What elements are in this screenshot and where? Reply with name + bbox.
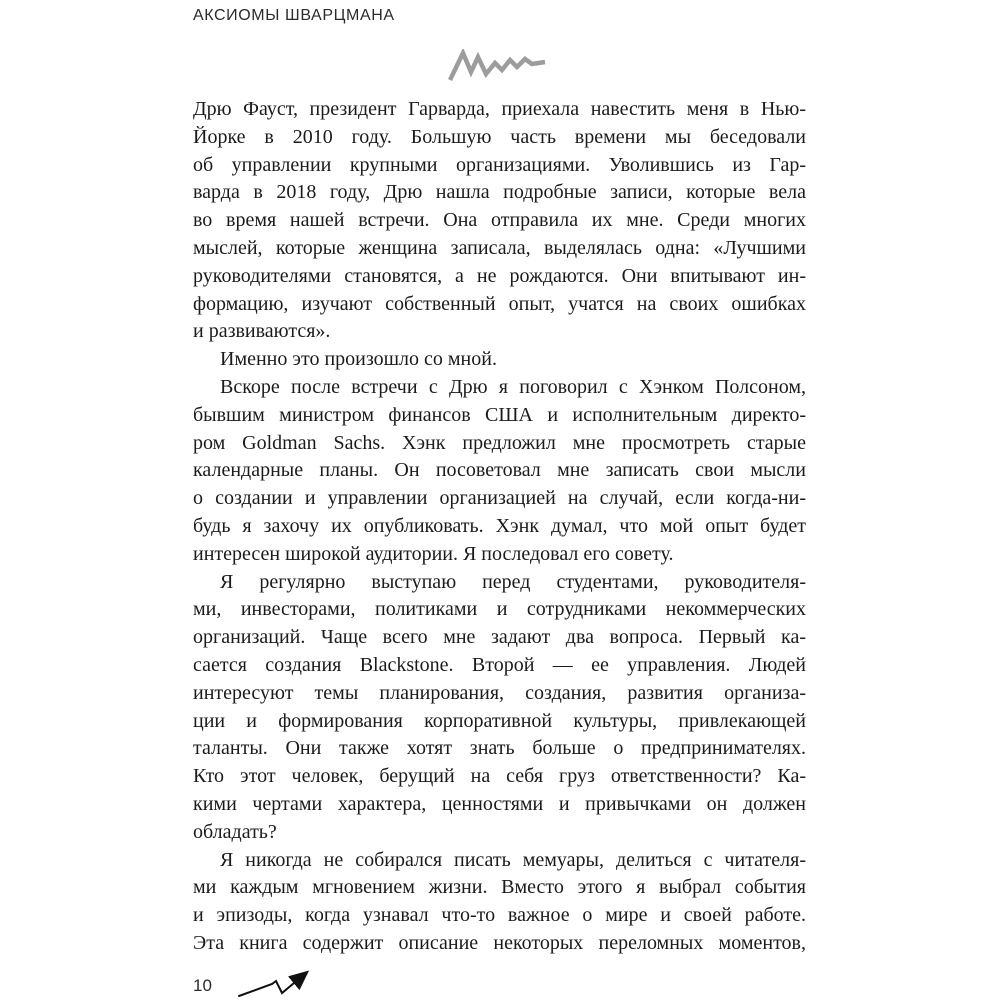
- text-line: во время нашей встречи. Она отправила их мне. Среди многих: [193, 209, 806, 232]
- text-line: обладать?: [193, 820, 277, 843]
- text-line: ми, инвесторами, политиками и сотрудниками некоммерческих: [193, 598, 806, 621]
- text-line: Йорке в 2010 году. Большую часть времени мы беседовали: [193, 125, 806, 148]
- rising-trend-arrow-icon: [236, 963, 320, 1000]
- text-line: Дрю Фауст, президент Гарварда, приехала навестить меня в Нью-: [193, 98, 806, 120]
- text-line: таланты. Они также хотят знать больше о предпринимателях.: [193, 737, 806, 760]
- text-line: интересен широкой аудитории. Я последовал его совету.: [193, 542, 674, 565]
- text-line: руководителями становятся, а не рождаются. Они впитывают ин-: [193, 264, 806, 287]
- text-line: о создании и управлении организацией на случай, если когда-ни-: [193, 487, 806, 510]
- page-number: 10: [193, 976, 212, 995]
- text-line: Я никогда не собирался писать мемуары, делиться с читателя-: [220, 848, 806, 871]
- zigzag-trend-line-icon: [448, 49, 548, 83]
- running-head: АКСИОМЫ ШВАРЦМАНА: [193, 7, 395, 24]
- text-line: организаций. Чаще всего мне задают два вопроса. Первый ка-: [193, 626, 806, 649]
- text-line: ми каждым мгновением жизни. Вместо этого я выбрал события: [193, 876, 806, 899]
- text-line: кими чертами характера, ценностями и привычками он должен: [193, 792, 806, 815]
- text-line: ром Goldman Sachs. Хэнк предложил мне просмотреть старые: [193, 431, 806, 454]
- text-line: Вскоре после встречи с Дрю я поговорил с Хэнком Полсоном,: [220, 375, 806, 398]
- paragraph: [193, 96, 806, 346]
- text-line: сается создания Blackstone. Второй — ее управления. Людей: [193, 653, 806, 676]
- paragraph: [193, 847, 806, 958]
- text-line: бывшим министром финансов США и исполнительным директо-: [193, 403, 806, 426]
- text-line: календарные планы. Он посоветовал мне записать свои мысли: [193, 459, 806, 482]
- text-line: Я регулярно выступаю перед студентами, руководителя-: [220, 570, 806, 593]
- text-line: и эпизоды, когда узнавал что-то важное о мире и своей работе.: [193, 904, 806, 927]
- text-line: Кто этот человек, берущий на себя груз ответственности? Ка-: [193, 765, 806, 788]
- text-line: и развиваются».: [193, 320, 331, 343]
- text-line: будь я захочу их опубликовать. Хэнк думал, что мой опыт будет: [193, 514, 806, 537]
- paragraph: [193, 374, 806, 569]
- text-line: мыслей, которые женщина записала, выделялась одна: «Лучшими: [193, 236, 806, 259]
- text-line: формацию, изучают собственный опыт, учатся на своих ошибках: [193, 292, 806, 315]
- paragraph: [193, 569, 806, 847]
- text-line: об управлении крупными организациями. Уволившись из Гар-: [193, 153, 806, 176]
- text-line: Эта книга содержит описание некоторых переломных моментов,: [193, 931, 806, 954]
- text-line: интересуют темы планирования, создания, развития организа-: [193, 681, 806, 704]
- paragraph: [193, 346, 806, 374]
- text-line: варда в 2018 году, Дрю нашла подробные записи, которые вела: [193, 181, 806, 204]
- text-line: ции и формирования корпоративной культуры, привлекающей: [193, 709, 806, 732]
- body-text: [193, 96, 806, 958]
- text-line: Именно это произошло со мной.: [220, 348, 497, 371]
